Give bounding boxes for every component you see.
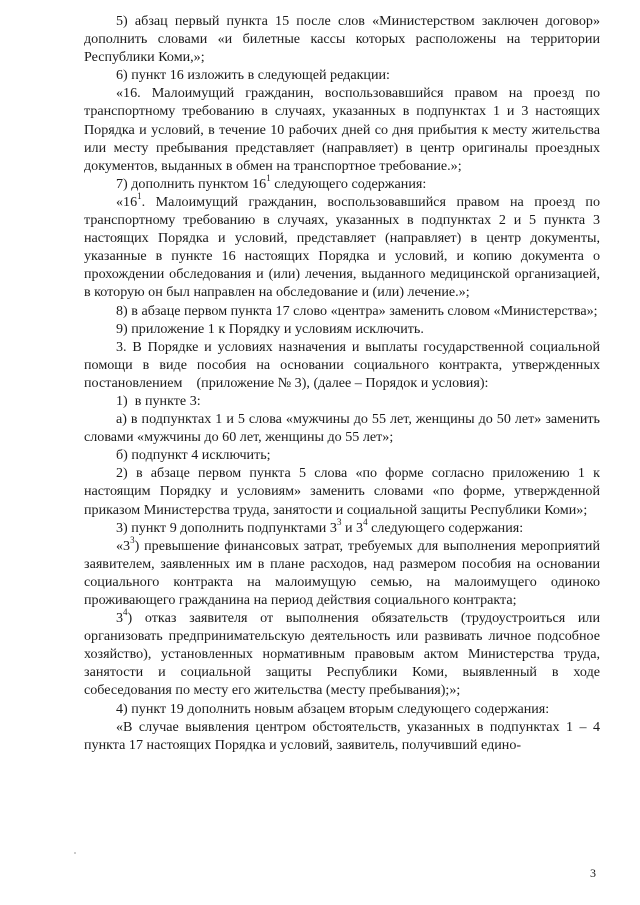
- paragraph-7: 9) приложение 1 к Порядку и условиям исключить.: [116, 320, 424, 337]
- paragraph-13: 3) пункт 9 дополнить подпунктами $3^3$ и $3^4$ следующего содержания:: [116, 516, 524, 536]
- paragraph-15: $3^4$) отказ заявителя от выполнения обязательств (трудоустроиться или организовать предпринимательскую деятельность или развивать личное подсобное хозяйство), установленных нормативным правовым актом Министерства труда, занятости и социальной защиты Республики Коми, выявленный в ходе собеседования по месту его жительства (месту пребывания);»;: [84, 607, 600, 699]
- paragraph-12: 2) в абзаце первом пункта 5 слова «по форме согласно приложению 1 к настоящим Порядку и условиям» заменить словами «по форме, утвержденной приказом Министерства труда, занятости и социальной защиты Республики Коми»;: [84, 465, 600, 518]
- paragraph-11: б) подпункт 4 исключить;: [116, 447, 271, 464]
- paragraph-3: «16. Малоимущий гражданин, воспользовавшийся правом на проезд по транспортному требованию в случаях, указанных в подпунктах 1 и 3 настоящих Порядка и условий, в течение 10 рабочих дней со дня прибытия к месту жительства или месту пребывания представляет (направляет) в центр оригиналы проездных документов, выданных в обмен на транспортное требование.»;: [84, 85, 600, 174]
- paragraph-9: 1) в пункте 3:: [116, 392, 201, 409]
- document-page: [84, 12, 604, 754]
- superscript: 1: [266, 173, 271, 184]
- page-number: 3: [590, 866, 596, 880]
- paragraph-17: «В случае выявления центром обстоятельств, указанных в подпунктах 1 – 4 пункта 17 настоящих Порядка и условий, заявитель, получивший едино-: [84, 718, 600, 753]
- superscript: 4: [363, 516, 368, 527]
- paragraph-6: 8) в абзаце первом пункта 17 слово «центра» заменить словом «Министерства»;: [116, 302, 598, 319]
- superscript: 4: [123, 607, 128, 618]
- paragraph-14: «$3^3$) превышение финансовых затрат, требуемых для выполнения мероприятий заявителем, заявленных им в плане расходов, над размером пособия на основании социального контракта на малоимущую семью, на малоимущего одиноко проживающего гражданина на период действия социального контракта;: [84, 535, 600, 608]
- superscript: 3: [336, 516, 342, 527]
- paragraph-4: 7) дополнить пунктом $16^1$ следующего содержания:: [116, 173, 427, 192]
- scan-speck: [74, 852, 76, 854]
- paragraph-5: «$16^1$. Малоимущий гражданин, воспользовавшийся правом на проезд по транспортному требованию в случаях, указанных в подпунктах 2 и 5 пункта 3 настоящих Порядка и условий, представляет (направляет) в центр документы, указанные в пункте 16 настоящих Порядка и условий, и копию документа о прохождении обследования и (или) лечения, выданного медицинской организацией, в которую он был направлен на обследование и (или) лечение.»;: [84, 191, 600, 301]
- superscript: 3: [130, 535, 135, 546]
- paragraph-2: 6) пункт 16 изложить в следующей редакции:: [116, 67, 390, 84]
- paragraph-1: 5) абзац первый пункта 15 после слов «Министерством заключен договор» дополнить словами «и билетные кассы которых расположены на территории Республики Коми,»;: [84, 13, 600, 66]
- paragraph-16: 4) пункт 19 дополнить новым абзацем вторым следующего содержания:: [116, 700, 550, 717]
- paragraph-10: а) в подпунктах 1 и 5 слова «мужчины до 55 лет, женщины до 50 лет» заменить словами «мужчины до 60 лет, женщины до 55 лет»;: [84, 411, 600, 446]
- paragraph-8: 3. В Порядке и условиях назначения и выплаты государственной социальной помощи в виде пособия на основании социального контракта, утвержденных постановлением (приложение № 3), (далее – Порядок и условия):: [84, 338, 604, 391]
- superscript: 1: [137, 191, 142, 202]
